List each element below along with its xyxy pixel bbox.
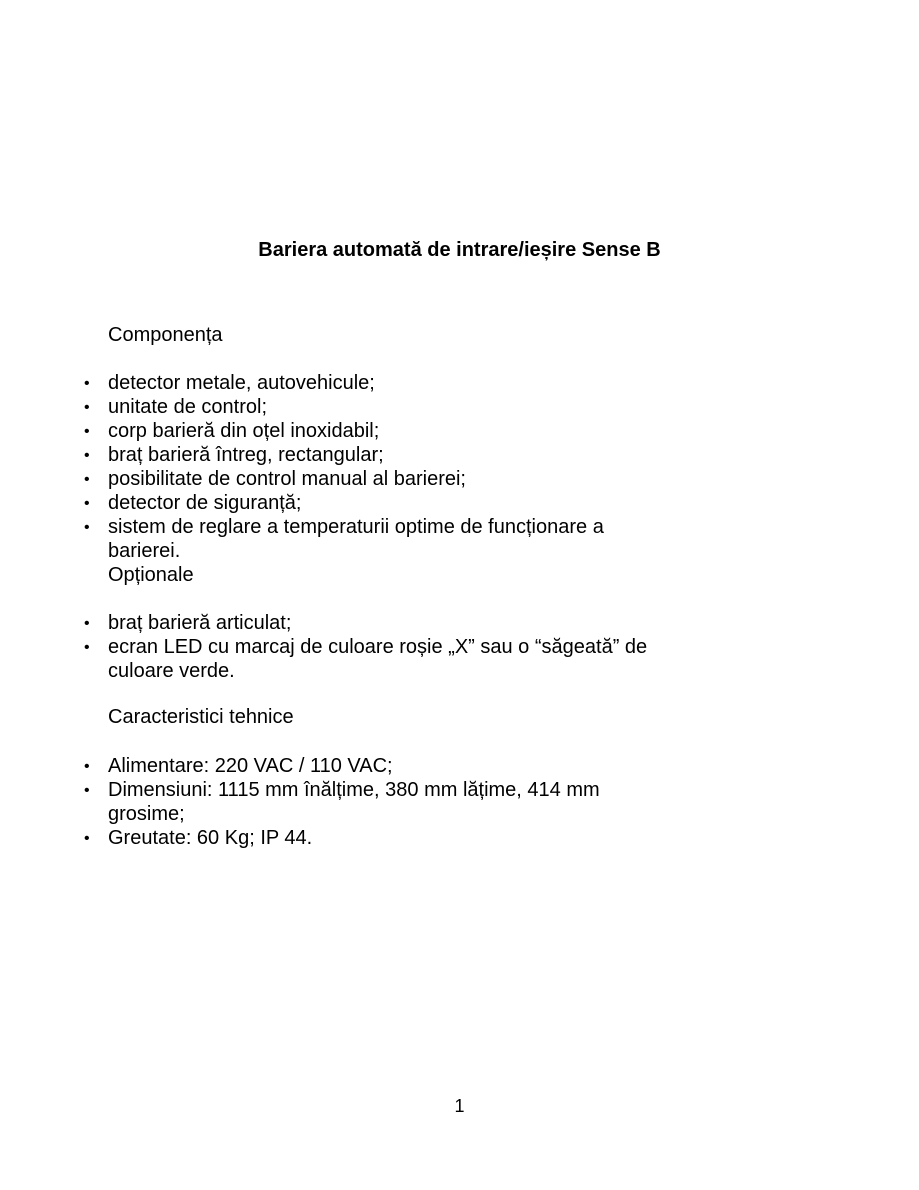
list-item: • Alimentare: 220 VAC / 110 VAC; <box>0 754 680 778</box>
optionale-list <box>0 611 680 683</box>
section-heading-optionale: Opționale <box>108 564 194 586</box>
list-item: • Greutate: 60 Kg; IP 44. <box>0 826 680 850</box>
document-title: Bariera automată de intrare/ieșire Sense B <box>258 239 661 261</box>
list-item: • sistem de reglare a temperaturii optime de funcționare a barierei. <box>0 515 680 563</box>
list-item: • corp barieră din oțel inoxidabil; <box>0 419 680 443</box>
list-item: • ecran LED cu marcaj de culoare roșie „X” sau o “săgeată” de culoare verde. <box>0 635 680 683</box>
list-item: • unitate de control; <box>0 395 680 419</box>
caracteristici-list <box>0 754 680 850</box>
list-item: • posibilitate de control manual al barierei; <box>0 467 680 491</box>
list-item: • detector metale, autovehicule; <box>0 371 680 395</box>
list-item: • detector de siguranță; <box>0 491 680 515</box>
section-heading-componenta: Componența <box>108 324 223 346</box>
section-heading-caracteristici: Caracteristici tehnice <box>108 706 294 728</box>
page-number: 1 <box>454 1096 465 1116</box>
componenta-list <box>0 371 680 563</box>
list-item: • Dimensiuni: 1115 mm înălțime, 380 mm lățime, 414 mm grosime; <box>0 778 680 826</box>
list-item: • braț barieră articulat; <box>0 611 680 635</box>
list-item: • braț barieră întreg, rectangular; <box>0 443 680 467</box>
